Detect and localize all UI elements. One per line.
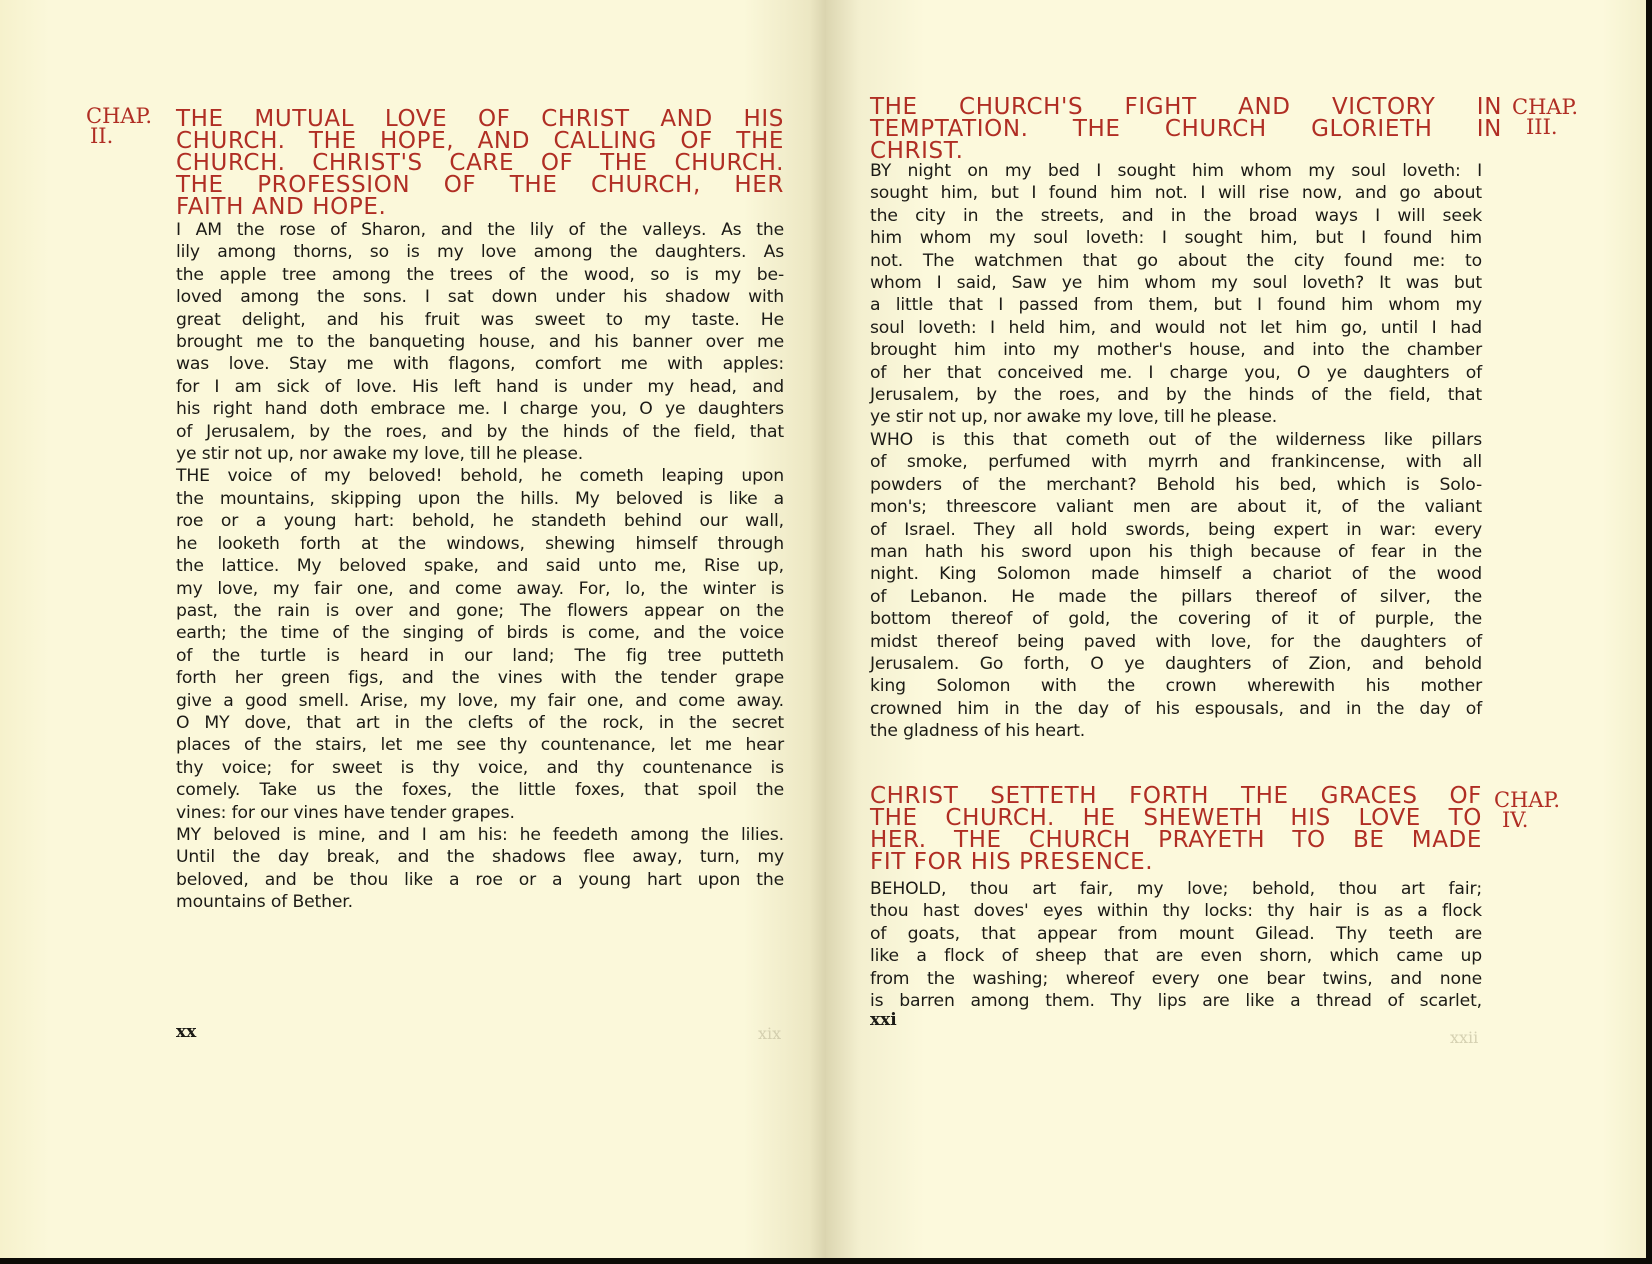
chapter-label-number: IV. — [1502, 808, 1529, 832]
text-line: past, the rain is over and gone; The flowers appear on the — [176, 600, 784, 621]
chapter-heading-iii — [870, 96, 1502, 162]
text-line: mountains of Bether. — [176, 892, 353, 913]
text-line: earth; the time of the singing of birds is come, and the voice — [176, 623, 784, 644]
text-line: of Israel. They all hold swords, being expert in war: every — [870, 519, 1482, 540]
text-line: of goats, that appear from mount Gilead. Thy teeth are — [870, 923, 1482, 944]
text-line: is barren among them. Thy lips are like a thread of scarlet, — [870, 991, 1482, 1012]
text-line: brought him into my mother's house, and into the chamber — [870, 340, 1482, 361]
text-line: of the turtle is heard in our land; The fig tree putteth — [176, 645, 784, 666]
text-line: like a flock of sheep that are even shorn, which came up — [870, 946, 1482, 967]
text-line: the apple tree among the trees of the wood, so is my be- — [176, 264, 784, 285]
text-line: powders of the merchant? Behold his bed, which is Solo- — [870, 474, 1482, 495]
chapter-label-iv — [1494, 790, 1560, 830]
text-line: midst thereof being paved with love, for the daughters of — [870, 631, 1482, 652]
text-line: crowned him in the day of his espousals, and in the day of — [870, 698, 1482, 719]
scan-right-edge — [1646, 0, 1652, 1264]
text-line: BY night on my bed I sought him whom my soul loveth: I — [870, 161, 1482, 181]
text-line: beloved, and be thou like a roe or a young hart upon the — [176, 869, 784, 890]
chapter-heading-iv — [870, 785, 1482, 873]
page-number-left: xx — [176, 1022, 197, 1042]
text-line: O MY dove, that art in the clefts of the rock, in the secret — [176, 712, 784, 733]
heading-line: THE CHURCH. HE SHEWETH HIS LOVE TO — [870, 805, 1482, 831]
heading-line: THE MUTUAL LOVE OF CHRIST AND HIS — [176, 106, 784, 132]
text-line: great delight, and his fruit was sweet to my taste. He — [176, 309, 784, 330]
text-line: from the washing; whereof every one bear twins, and none — [870, 968, 1482, 989]
text-line: Jerusalem. Go forth, O ye daughters of Zion, and behold — [870, 653, 1482, 674]
chapter-heading-ii — [176, 108, 784, 218]
chapter-label-number: II. — [90, 124, 114, 148]
right-page — [826, 0, 1652, 1264]
text-line: Until the day break, and the shadows flee away, turn, my — [176, 847, 784, 868]
heading-line: THE PROFESSION OF THE CHURCH, HER — [176, 172, 784, 198]
chapter-label-word: CHAP. — [1512, 95, 1579, 119]
text-line: vines: for our vines have tender grapes. — [176, 802, 515, 823]
text-line: mon's; threescore valiant men are about it, of the valiant — [870, 497, 1482, 518]
chapter-label-iii — [1512, 97, 1578, 137]
text-line: man hath his sword upon his thigh because of fear in the — [870, 541, 1482, 562]
text-line: Jerusalem, by the roes, and by the hinds of the field, that — [870, 385, 1482, 406]
heading-line: HER. THE CHURCH PRAYETH TO BE MADE — [870, 827, 1482, 853]
text-line: king Solomon with the crown wherewith his mother — [870, 676, 1482, 697]
heading-line: CHRIST. — [870, 138, 964, 164]
text-line: him whom my soul loveth: I sought him, but I found him — [870, 228, 1482, 249]
text-line: a little that I passed from them, but I found him whom my — [870, 295, 1482, 316]
chapter-label-ii — [86, 106, 152, 146]
text-line: sought him, but I found him not. I will rise now, and go about — [870, 183, 1482, 204]
text-line: of her that conceived me. I charge you, O ye daughters of — [870, 362, 1482, 383]
text-line: night. King Solomon made himself a chariot of the wood — [870, 564, 1482, 585]
heading-line: THE CHURCH'S FIGHT AND VICTORY IN — [870, 94, 1502, 120]
text-line: bottom thereof of gold, the covering of it of purple, the — [870, 609, 1482, 630]
text-line: give a good smell. Arise, my love, my fair one, and come away. — [176, 690, 784, 711]
text-line: I AM the rose of Sharon, and the lily of the valleys. As the — [176, 220, 784, 240]
show-through-page-number: xix — [758, 1024, 782, 1043]
text-line: the mountains, skipping upon the hills. My beloved is like a — [176, 488, 784, 509]
heading-line: TEMPTATION. THE CHURCH GLORIETH IN — [870, 116, 1502, 142]
text-line: his right hand doth embrace me. I charge you, O ye daughters — [176, 399, 784, 420]
text-line: soul loveth: I held him, and would not let him go, until I had — [870, 317, 1482, 338]
chapter-label-number: III. — [1526, 115, 1558, 139]
text-line: brought me to the banqueting house, and his banner over me — [176, 332, 784, 353]
right-page-text-iii — [870, 160, 1482, 743]
text-line: BEHOLD, thou art fair, my love; behold, thou art fair; — [870, 879, 1482, 899]
text-line: THE voice of my beloved! behold, he cometh leaping upon — [176, 466, 784, 487]
text-line: ye stir not up, nor awake my love, till he please. — [870, 407, 1278, 428]
text-line: loved among the sons. I sat down under his shadow with — [176, 287, 784, 308]
text-line: thou hast doves' eyes within thy locks: thy hair is as a flock — [870, 901, 1482, 922]
text-line: was love. Stay me with flagons, comfort me with apples: — [176, 354, 784, 375]
chapter-label-word: CHAP. — [86, 104, 153, 128]
text-line: he looketh forth at the windows, shewing himself through — [176, 533, 784, 554]
heading-line: CHRIST SETTETH FORTH THE GRACES OF — [870, 783, 1482, 809]
left-page-text — [176, 219, 784, 914]
text-line: forth her green figs, and the vines with the tender grape — [176, 668, 784, 689]
text-line: the city in the streets, and in the broad ways I will seek — [870, 205, 1482, 226]
text-line: whom I said, Saw ye him whom my soul loveth? It was but — [870, 273, 1482, 294]
show-through-page-number: xxii — [1450, 1028, 1479, 1047]
text-line: the gladness of his heart. — [870, 721, 1086, 742]
right-page-text-iv — [870, 878, 1482, 1012]
page-number-right: xxi — [870, 1010, 897, 1030]
text-line: roe or a young hart: behold, he standeth behind our wall, — [176, 511, 784, 532]
text-line: WHO is this that cometh out of the wilderness like pillars — [870, 429, 1482, 450]
text-line: ye stir not up, nor awake my love, till he please. — [176, 444, 584, 465]
text-line: places of the stairs, let me see thy countenance, let me hear — [176, 735, 784, 756]
chapter-label-word: CHAP. — [1494, 788, 1561, 812]
text-line: not. The watchmen that go about the city found me: to — [870, 250, 1482, 271]
text-line: comely. Take us the foxes, the little foxes, that spoil the — [176, 780, 784, 801]
text-line: of smoke, perfumed with myrrh and frankincense, with all — [870, 452, 1482, 473]
text-line: for I am sick of love. His left hand is under my head, and — [176, 376, 784, 397]
text-line: the lattice. My beloved spake, and said unto me, Rise up, — [176, 556, 784, 577]
scan-bottom-edge — [0, 1258, 1652, 1264]
text-line: my love, my fair one, and come away. For, lo, the winter is — [176, 578, 784, 599]
heading-line: FIT FOR HIS PRESENCE. — [870, 849, 1154, 875]
text-line: lily among thorns, so is my love among the daughters. As — [176, 242, 784, 263]
text-line: of Lebanon. He made the pillars thereof of silver, the — [870, 586, 1482, 607]
heading-line: FAITH AND HOPE. — [176, 194, 387, 220]
heading-line: CHURCH. THE HOPE, AND CALLING OF THE — [176, 128, 784, 154]
text-line: of Jerusalem, by the roes, and by the hinds of the field, that — [176, 421, 784, 442]
heading-line: CHURCH. CHRIST'S CARE OF THE CHURCH. — [176, 150, 784, 176]
text-line: MY beloved is mine, and I am his: he feedeth among the lilies. — [176, 824, 784, 845]
text-line: thy voice; for sweet is thy voice, and thy countenance is — [176, 757, 784, 778]
